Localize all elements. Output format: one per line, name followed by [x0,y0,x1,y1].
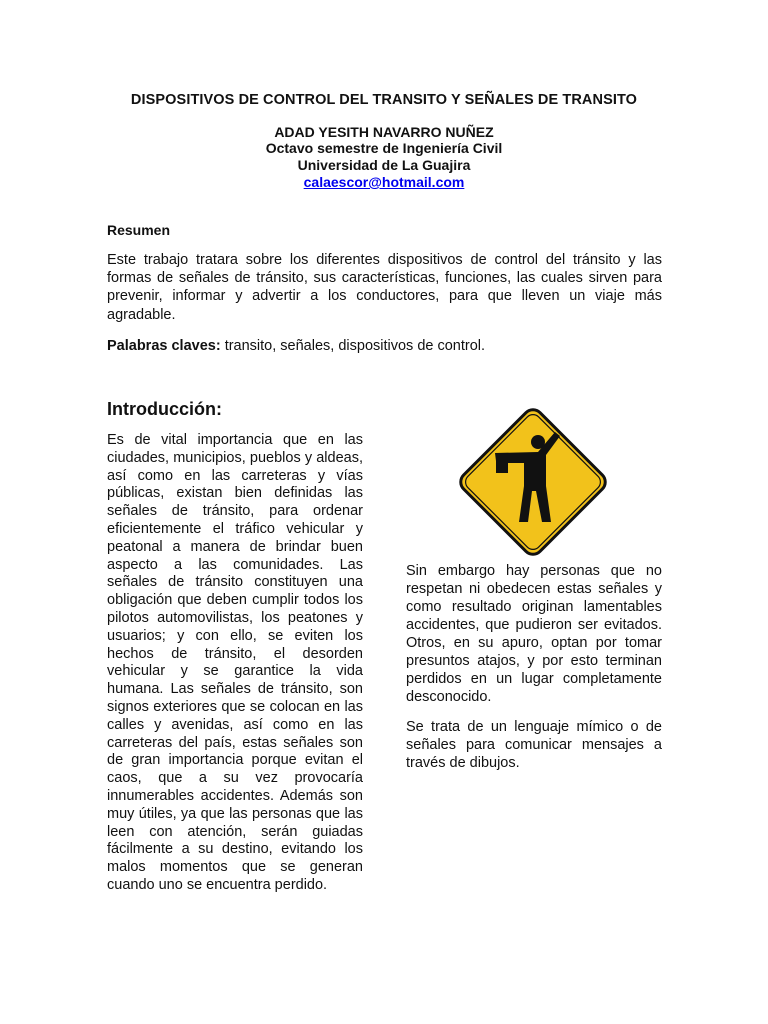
affiliation-university: Universidad de La Guajira [297,157,471,173]
abstract-heading: Resumen [107,222,171,238]
paper-title: DISPOSITIVOS DE CONTROL DEL TRANSITO Y SEÑALES DE TRANSITO [130,92,638,108]
introduction-left-paragraph: Es de vital importancia que en las ciudades, municipios, pueblos y aldeas, así como en las carreteras y vías públicas, existan bien definidas las señales de tránsito, para ordenar eficientemente el tráfico vehicular y peatonal a manera de brindar buen aspecto a las comunidades. Las señales de tránsito constituyen una obligación que deben cumplir todos los pilotos automovilistas, los peatones y usuarios; y con ello, se eviten los hechos de tránsito, el desorden vehicular y se garantice la vida humana. Las señales de tránsito, son signos exteriores que se colocan en las calles y avenidas, así como en las carreteras del país, estas señales son de gran importancia porque evitan el caos, que a su vez provocaría innumerables accidentes. Además son muy útiles, ya que las personas que las leen con atención, serán guiadas fácilmente a su destino, evitando los malos momentos que se generan cuando uno se encuentra perdido. [107,432,363,893]
introduction-right-paragraph-1: Sin embargo hay personas que no respetan ni obedecen estas señales y como resultado originan lamentables accidentes, que pudieron ser evitados. Otros, en su apuro, optan por tomar presuntos atajos, y por esto terminan perdidos en un lugar completamente desconocido. [406,563,662,705]
flagger-warning-sign-icon [452,401,614,563]
introduction-right-paragraph-2: Se trata de un lenguaje mímico o de señales para comunicar mensajes a través de dibujos. [406,719,662,771]
keywords-line [107,337,667,355]
author-email-link[interactable]: calaescor@hotmail.com [303,174,465,190]
affiliation-semester: Octavo semestre de Ingeniería Civil [265,140,503,156]
keywords-text: transito, señales, dispositivos de control. [220,338,486,354]
abstract-text: Este trabajo tratara sobre los diferentes dispositivos de control del tránsito y las formas de señales de tránsito, sus características, funciones, las cuales sirven para prevenir, informar y advertir a los conductores, para que lleven un viaje más agradable. [107,252,662,323]
introduction-heading: Introducción: [107,399,222,419]
keywords-label: Palabras claves: [107,338,221,354]
author-name: ADAD YESITH NAVARRO NUÑEZ [274,124,494,140]
author-email-block [0,174,768,190]
